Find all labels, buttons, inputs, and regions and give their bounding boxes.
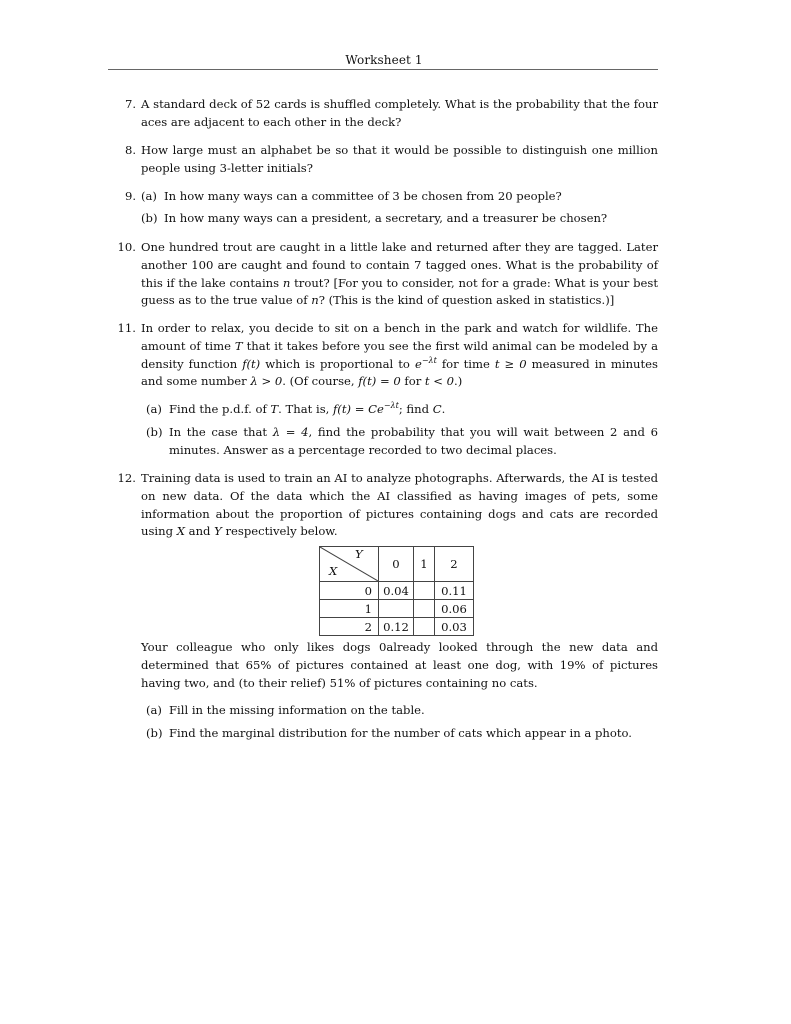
table-cell: 0.12	[379, 618, 414, 636]
problem-11	[108, 320, 658, 460]
subpart-label: (b)	[141, 210, 158, 225]
subpart-text: Find the p.d.f. of T. That is, $f(t) = Ce^{-\lambda t}$; find C.	[169, 401, 446, 417]
problem-number: 8.	[124, 143, 136, 157]
subpart-text: In how many ways can a committee of 3 be chosen from 20 people?	[164, 189, 562, 203]
table-corner-cell	[320, 547, 379, 582]
problem-number: 7.	[124, 97, 136, 111]
table-cell	[414, 582, 435, 600]
problem-8	[108, 142, 658, 178]
subpart-text: Find the marginal distribution for the number of cats which appear in a photo.	[169, 726, 632, 741]
problem-text: One hundred trout are caught in a little lake and returned after they are tagged. Later another 100 are caught and found to contain 7 tagged ones. What is the probability of this if the lake contains n trout? [For you to consider, not for a grade: What is your best guess as to the true value of n? (This is the kind of question asked in statistics.)]	[141, 240, 659, 308]
problem-12	[108, 470, 658, 541]
row-header: 0	[320, 582, 379, 600]
problem-text: A standard deck of 52 cards is shuffled completely. What is the probability that the four aces are adjacent to each other in the deck?	[141, 97, 658, 129]
table-header-row	[320, 547, 474, 582]
joint-distribution-table	[319, 546, 474, 636]
subpart-label: (a)	[141, 189, 157, 203]
table-cell: 0.11	[435, 582, 474, 600]
row-header: 1	[320, 600, 379, 618]
table-cell	[414, 600, 435, 618]
page-header-title: Worksheet 1	[345, 53, 423, 67]
subpart-b	[141, 424, 658, 460]
subpart-text: Fill in the missing information on the table.	[169, 703, 425, 718]
subpart-b	[136, 210, 658, 228]
subpart-label: (a)	[146, 703, 162, 718]
problem-9	[108, 188, 658, 228]
column-header: 2	[435, 547, 474, 582]
subpart-label: (b)	[146, 726, 163, 741]
subpart-a	[141, 401, 658, 419]
problem-text: How large must an alphabet be so that it would be possible to distinguish one million people using 3-letter initials?	[141, 143, 658, 175]
subpart-text: In how many ways can a president, a secretary, and a treasurer be chosen?	[164, 210, 608, 225]
problem-10	[108, 239, 658, 310]
problem-12-continued	[108, 639, 658, 743]
problem-7	[108, 96, 658, 132]
table-cell: 0.03	[435, 618, 474, 636]
problem-number: 10.	[117, 240, 136, 254]
table-row	[320, 582, 474, 600]
column-header: 0	[379, 547, 414, 582]
y-axis-label: Y	[355, 547, 363, 561]
subpart-a	[141, 702, 658, 720]
x-axis-label: X	[329, 564, 338, 578]
problem-number: 12.	[117, 471, 136, 485]
table-cell: 0.04	[379, 582, 414, 600]
problem-text: Training data is used to train an AI to analyze photographs. Afterwards, the AI is tested on new data. Of the data which the AI classified as having images of pets, some information about the proportion of pictures containing dogs and cats are recorded using X and Y respectively below.	[141, 471, 658, 539]
problem-text: In order to relax, you decide to sit on a bench in the park and watch for wildlife. The amount of time T that it takes before you see the first wild animal can be modeled by a density function f(t) which is proportional to $e^{-\lambda t}$ for time t ≥ 0 measured in minutes and some number λ > 0. (Of course, f(t) = 0 for t < 0.)	[141, 321, 658, 389]
header-rule	[108, 69, 658, 70]
table-cell: 0.06	[435, 600, 474, 618]
row-header: 2	[320, 618, 379, 636]
subpart-b	[141, 725, 658, 743]
problem-text: Your colleague who only likes dogs 0already looked through the new data and determined that 65% of pictures contained at least one dog, with 19% of pictures having two, and (to their relief) 51% of pictures containing no cats.	[141, 640, 658, 690]
problem-number: 11.	[117, 321, 136, 335]
subpart-text: In the case that λ = 4, find the probability that you will wait between 2 and 6 minutes. Answer as a percentage recorded to two decimal places.	[169, 424, 658, 457]
table-row	[320, 600, 474, 618]
problem-number: 9.	[124, 189, 136, 203]
table-cell	[414, 618, 435, 636]
table-cell	[379, 600, 414, 618]
subpart-a	[136, 188, 658, 206]
table-row	[320, 618, 474, 636]
subpart-label: (a)	[146, 402, 162, 417]
subpart-label: (b)	[146, 424, 163, 439]
column-header: 1	[414, 547, 435, 582]
